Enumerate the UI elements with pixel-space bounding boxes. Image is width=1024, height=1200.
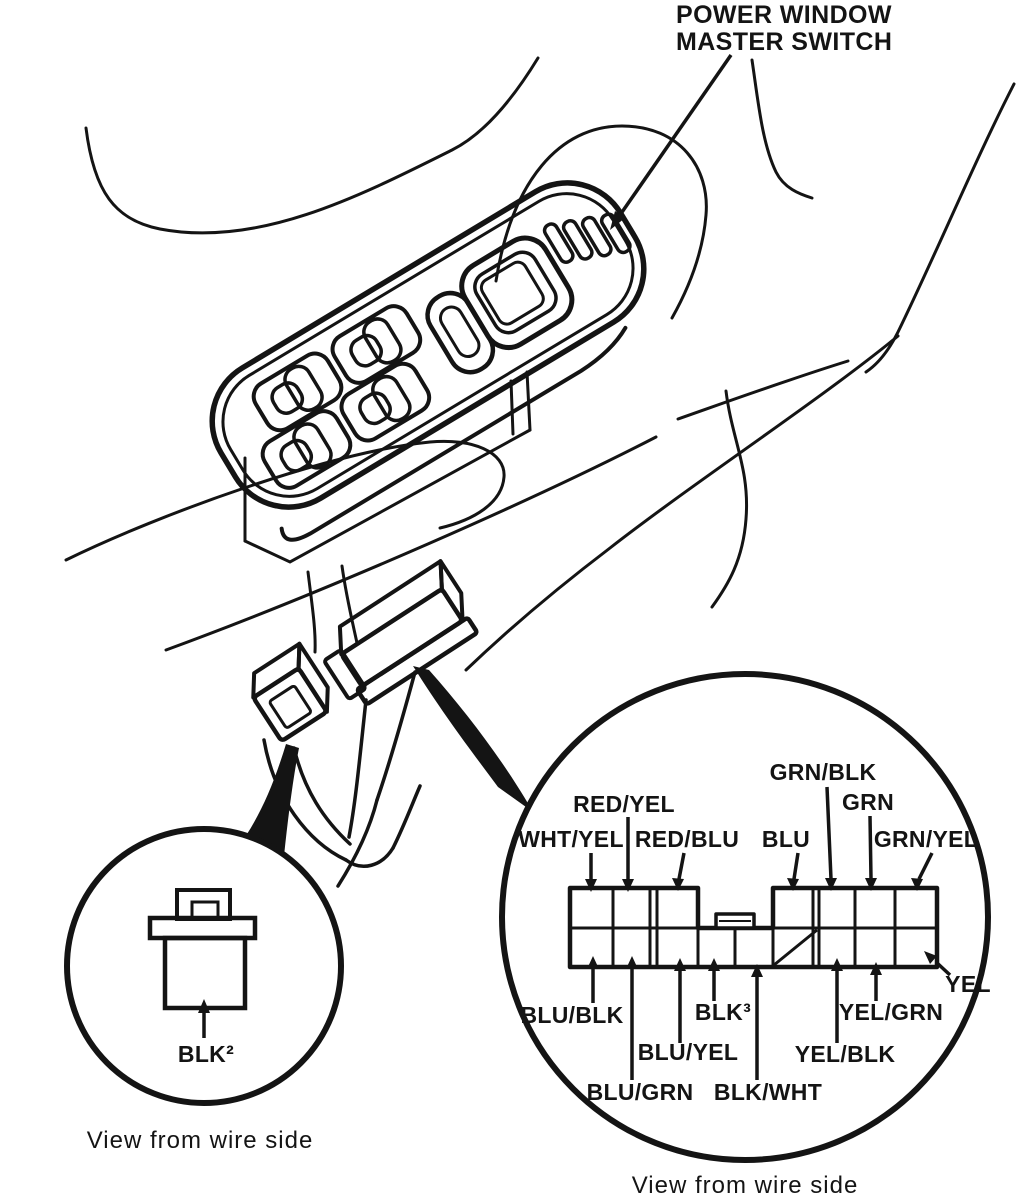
driver-window-switch — [453, 229, 581, 356]
wire-label-blu-yel: BLU/YEL — [637, 1039, 739, 1065]
wire-label-yel-blk: YEL/BLK — [794, 1041, 896, 1067]
left-circle-caption: View from wire side — [86, 1127, 314, 1154]
wire-label-yel-grn: YEL/GRN — [838, 999, 944, 1025]
master-switch-panel-drawing — [189, 160, 680, 552]
wire-label-grn-yel: GRN/YEL — [873, 826, 979, 852]
right-circle-caption: View from wire side — [631, 1172, 859, 1199]
title-line-2: MASTER SWITCH — [676, 28, 893, 56]
wire-label-blk2: BLK² — [177, 1041, 235, 1067]
wire-label-blu-grn: BLU/GRN — [586, 1079, 694, 1105]
wire-label-blk3: BLK³ — [694, 999, 752, 1025]
magnifier-wedge-right — [413, 666, 533, 812]
wire-label-grn: GRN — [841, 789, 895, 815]
wire-label-red-blu: RED/BLU — [634, 826, 740, 852]
harness-connector-1p-drawing — [242, 644, 338, 741]
window-rocker-switches — [229, 301, 453, 494]
wire-label-wht-yel: WHT/YEL — [518, 826, 624, 852]
left-detail-circle — [67, 829, 341, 1103]
wire-label-blu-blk: BLU/BLK — [520, 1002, 624, 1028]
wire-label-red-yel: RED/YEL — [573, 791, 675, 817]
wire-label-yel: YEL — [945, 971, 991, 997]
title-line-1: POWER WINDOW — [676, 1, 892, 29]
wire-label-grn-blk: GRN/BLK — [769, 759, 877, 785]
wire-label-blu: BLU — [761, 826, 811, 852]
right-detail-circle — [502, 674, 991, 1160]
title-leader-arrow — [610, 55, 731, 230]
page-title — [676, 1, 892, 56]
wire-label-blk-wht: BLK/WHT — [713, 1079, 823, 1105]
